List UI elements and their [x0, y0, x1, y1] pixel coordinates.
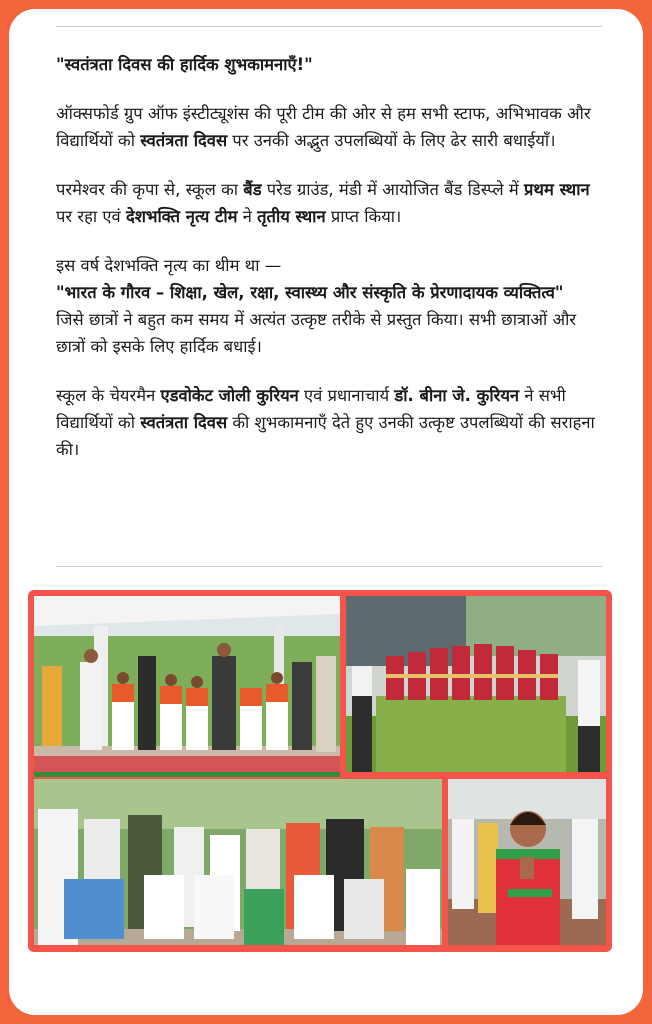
dancer-image — [448, 779, 606, 945]
top-divider — [56, 26, 602, 27]
group-officials-image — [34, 779, 442, 945]
photo-band-team[interactable] — [34, 596, 340, 772]
paragraph-achievements: परमेश्वर की कृपा से, स्कूल का बैंड परेड ग्राउंड, मंडी में आयोजित बैंड डिस्प्ले में प्रथम स्थान पर रहा एवं देशभक्ति नृत्य टीम ने तृतीय स्थान प्राप्त किया। — [56, 180, 590, 226]
paragraph-congratulations: ऑक्सफोर्ड ग्रुप ऑफ इंस्टीट्यूशंस की पूरी टीम की ओर से हम सभी स्टाफ, अभिभावक और विद्यार्थियों को स्वतंत्रता दिवस पर उनकी अद्भुत उपलब्धियों के लिए ढेर सारी बधाईयाँ। — [56, 104, 591, 150]
band-team-image — [34, 596, 340, 772]
paragraph-dance-theme: इस वर्ष देशभक्ति नृत्य का थीम था — "भारत के गौरव – शिक्षा, खेल, रक्षा, स्वास्थ्य और संस्कृति के प्रेरणादायक व्यक्तित्व" जिसे छात्रों ने बहुत कम समय में अत्यंत उत्कृष्ट तरीके से प्रस्तुत किया। सभी छात्राओं और छात्रों को इसके लिए हार्दिक बधाई। — [56, 256, 577, 356]
frame-accent-strip — [34, 772, 340, 777]
photo-dancer[interactable] — [448, 779, 606, 945]
photo-group-officials[interactable] — [34, 779, 442, 945]
photo-dance-team[interactable] — [346, 596, 606, 772]
greeting-heading: "स्वतंत्रता दिवस की हार्दिक शुभकामनाएँ!" — [56, 55, 313, 74]
post-body — [56, 51, 606, 485]
photo-collage — [28, 590, 612, 952]
paragraph-leadership: स्कूल के चेयरमैन एडवोकेट जोली कुरियन एवं प्रधानाचार्य डॉ. बीना जे. कुरियन ने सभी विद्यार्थियों को स्वतंत्रता दिवस की शुभकामनाएँ देते हुए उनकी उत्कृष्ट उपलब्धियों की सराहना की। — [56, 386, 595, 459]
bottom-divider — [56, 566, 602, 567]
dance-team-image — [346, 596, 606, 772]
